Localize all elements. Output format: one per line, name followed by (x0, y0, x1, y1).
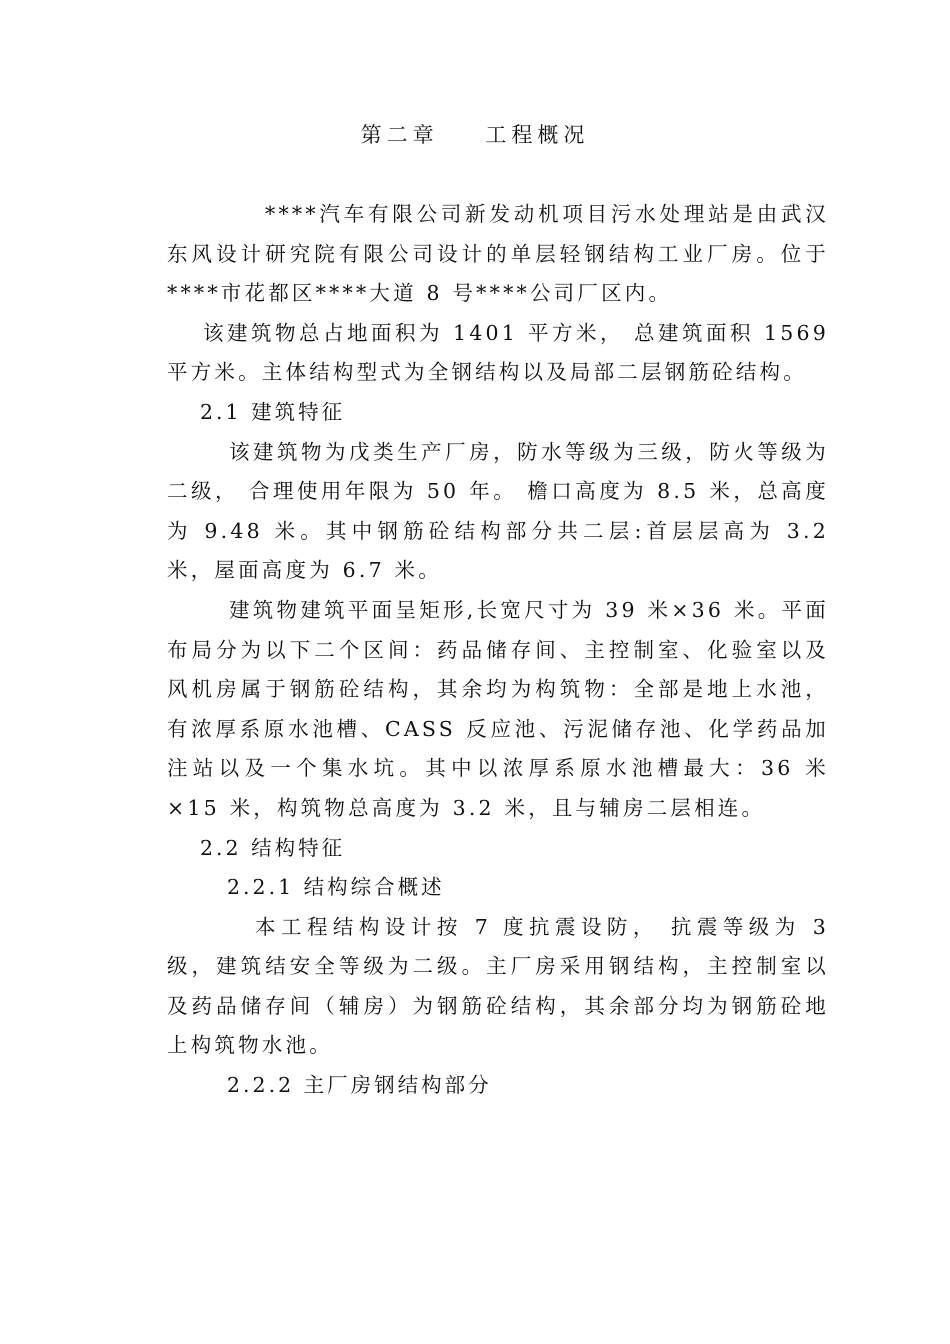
chapter-title: 第二章 工程概况 (360, 123, 590, 147)
paragraph: ****汽车有限公司新发动机项目污水处理站是由武汉东风设计研究院有限公司设计的单层轻钢结构工业厂房。位于****市花都区****大道 8 号****公司厂区内。 (167, 202, 829, 306)
section-heading: 2.2 结构特征 (200, 835, 346, 860)
section-heading: 2.1 建筑特征 (200, 399, 346, 424)
document-body (167, 195, 829, 1106)
paragraph: 该建筑物总占地面积为 1401 平方米， 总建筑面积 1569 平方米。主体结构型式为全钢结构以及局部二层钢筋砼结构。 (167, 320, 829, 385)
section-heading: 2.2.1 结构综合概述 (227, 875, 445, 900)
section-heading: 2.2.2 主厂房钢结构部分 (227, 1073, 492, 1098)
paragraph: 该建筑物为戊类生产厂房，防水等级为三级，防火等级为二级， 合理使用年限为 50 年。 檐口高度为 8.5 米，总高度为 9.48 米。其中钢筋砼结构部分共二层:首层层高为 3.2 米，屋面高度为 6.7 米。 (167, 439, 829, 583)
paragraph: 本工程结构设计按 7 度抗震设防， 抗震等级为 3 级，建筑结安全等级为二级。主厂房采用钢结构，主控制室以及药品储存间（辅房）为钢筋砼结构，其余部分均为钢筋砼地上构筑物水池。 (167, 914, 829, 1058)
paragraph: 建筑物建筑平面呈矩形,长宽尺寸为 39 米×36 米。平面布局分为以下二个区间：药品储存间、主控制室、化验室以及风机房属于钢筋砼结构，其余均为构筑物：全部是地上水池，有浓厚系原水池槽、CASS 反应池、污泥储存池、化学药品加注站以及一个集水坑。其中以浓厚系原水池槽最大：36 米×15 米，构筑物总高度为 3.2 米，且与辅房二层相连。 (167, 597, 829, 820)
